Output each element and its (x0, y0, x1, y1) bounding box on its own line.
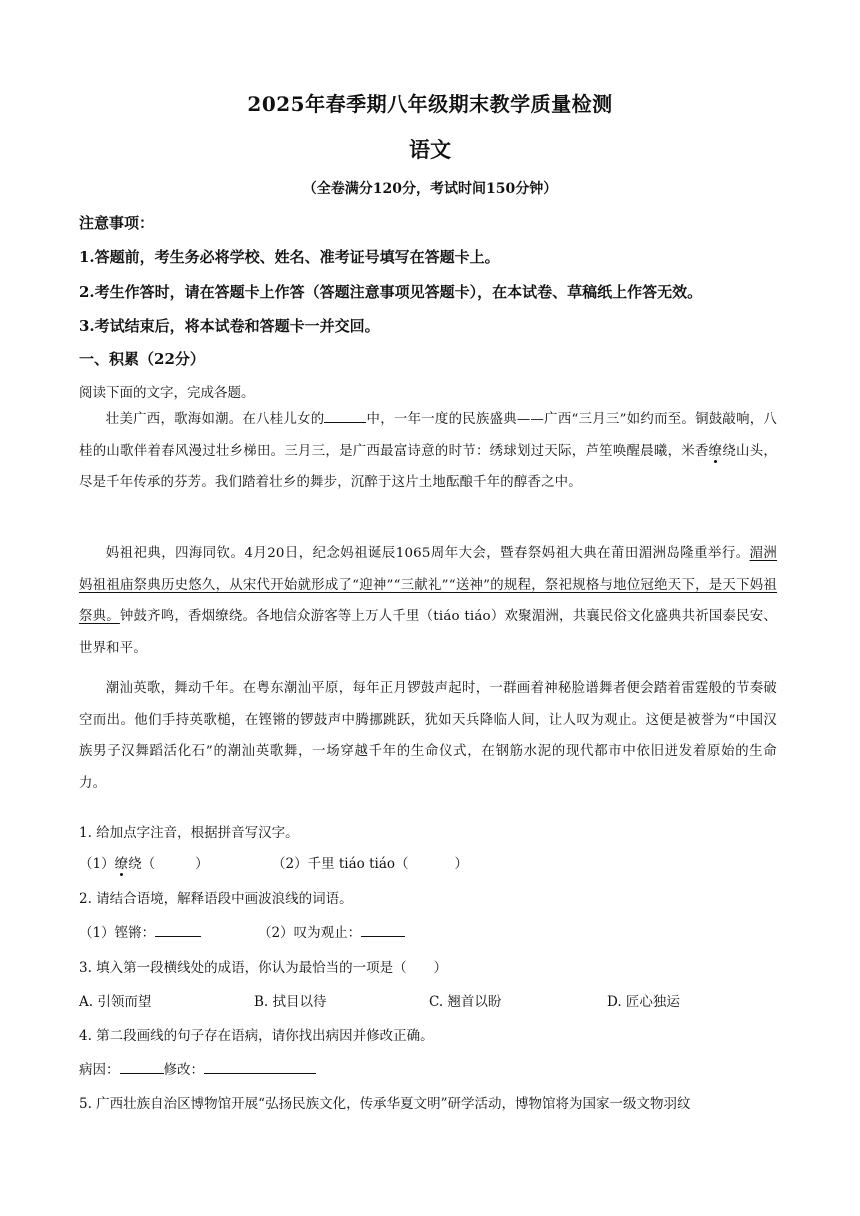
question-4-answer (79, 1058, 316, 1078)
underlined-sentence: 湄洲妈祖祖庙祭典历史悠久，从宋代开始就形成了“迎神”“三献礼”“送神”的规程，祭祀规格与地位冠绝天下，是天下妈祖祭典。 (79, 546, 777, 624)
option-b: B. 拭目以待 (254, 994, 327, 1010)
dotted-character: 缭 (708, 443, 723, 459)
passage-paragraph-1 (79, 404, 777, 499)
part-label: ） (195, 856, 209, 872)
passage-text: 钟鼓齐鸣，香烟缭绕。各地信众游客等上万人千里（tiáo tiáo）欢聚湄洲，共襄民俗文化盛典共祈国泰民安、世界和平。 (79, 609, 777, 656)
part-label: （2）叹为观止： (258, 925, 362, 941)
question-1: 1. 给加点字注音，根据拼音写汉字。 (79, 825, 299, 841)
part-label: 病因： (79, 1062, 120, 1078)
question-1-part-2 (272, 852, 468, 872)
part-label: （1） (79, 856, 115, 872)
part-label: ） (454, 856, 469, 872)
question-5: 5. 广西壮族自治区博物馆开展“弘扬民族文化，传承华夏文明”研学活动，博物馆将为国家一级文物羽纹 (79, 1096, 691, 1112)
subject-title: 语文 (409, 137, 451, 162)
passage-text: 中，一年一度的民族盛典——广西“三月三”如约而至。铜鼓敲响，八桂的山歌伴着春风漫过壮乡梯田。三月三，是广西最富诗意的时节：绣球划过天际，芦笙唤醒晨曦，米香 (79, 412, 778, 459)
section-intro: 阅读下面的文字，完成各题。 (79, 385, 255, 401)
page-title: 2025年春季期八年级期末教学质量检测 (247, 92, 613, 116)
question-1-part-1 (79, 852, 209, 872)
passage-paragraph-2 (79, 538, 777, 664)
fill-blank (324, 410, 366, 423)
answer-blank (361, 924, 405, 937)
option-a: A. 引领而望 (79, 994, 152, 1010)
question-3: 3. 填入第一段横线处的成语，你认为最恰当的一项是（ ） (79, 960, 448, 976)
part-label: 修改： (163, 1062, 204, 1078)
exam-meta: （全卷满分120分，考试时间150分钟） (302, 181, 558, 197)
part-label: （1）铿锵： (79, 925, 156, 941)
answer-blank (204, 1061, 316, 1074)
notice-item-3: 3.考试结束后，将本试卷和答题卡一并交回。 (79, 317, 380, 335)
question-2-part-2 (258, 921, 405, 941)
answer-blank (120, 1061, 164, 1074)
part-label: 绕（ (128, 856, 156, 872)
notice-item-1: 1.答题前，考生务必将学校、姓名、准考证号填写在答题卡上。 (79, 248, 500, 266)
part-label: （2）千里 tiáo tiáo（ (272, 856, 409, 872)
question-4: 4. 第二段画线的句子存在语病，请你找出病因并修改正确。 (79, 1028, 434, 1044)
question-2: 2. 请结合语境，解释语段中画波浪线的词语。 (79, 891, 353, 907)
option-d: D. 匠心独运 (607, 994, 680, 1010)
passage-text: 壮美广西，歌海如潮。在八桂儿女的 (105, 412, 325, 427)
option-c: C. 翘首以盼 (429, 994, 502, 1010)
section-heading: 一、积累（22分） (79, 350, 205, 368)
question-2-part-1 (79, 921, 201, 941)
passage-text: 妈祖祀典，四海同钦。4月20日，纪念妈祖诞辰1065周年大会，暨春祭妈祖大典在莆田湄洲岛隆重举行。 (105, 546, 750, 561)
notice-heading: 注意事项： (79, 214, 155, 232)
passage-text: 绕山头，尽是千年传承的芬芳。我们踏着壮乡的舞步，沉醉于这片土地酝酿千年的醇香之中。 (79, 443, 777, 490)
notice-item-2: 2.考生作答时，请在答题卡上作答（答题注意事项见答题卡），在本试卷、草稿纸上作答无效。 (79, 283, 703, 301)
passage-paragraph-3: 潮汕英歌，舞动千年。在粤东潮汕平原，每年正月锣鼓声起时，一群画着神秘脸谱舞者便会踏着雷霆般的节奏破空而出。他们手持英歌槌，在铿锵的锣鼓声中腾挪跳跃，犹如天兵降临人间，让人叹为观止。这便是被誉为“中国汉族男子汉舞蹈活化石”的潮汕英歌舞，一场穿越千年的生命仪式，在钢筋水泥的现代都市中依旧迸发着原始的生命力。 (79, 681, 777, 791)
answer-blank (155, 924, 201, 937)
dotted-character: 缭 (114, 856, 129, 872)
